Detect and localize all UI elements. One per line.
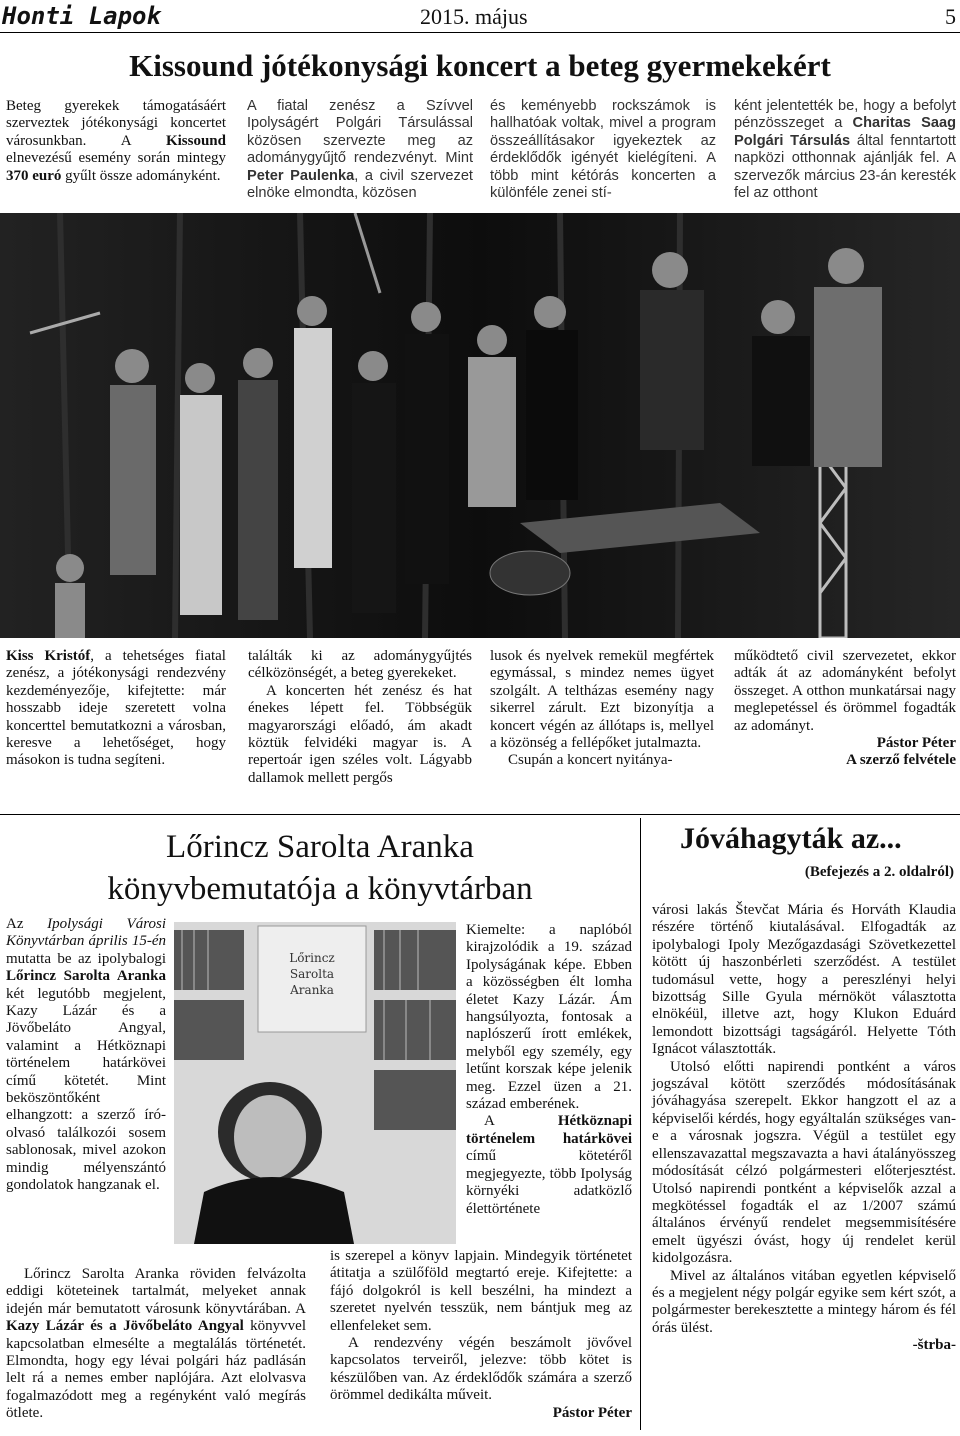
article2-title-line2: könyvbemutatója a könyvtárban [107, 871, 533, 907]
article1-col4-bottom [734, 648, 956, 770]
article1-col2-bottom-p2: A koncerten hét zenész és hat énekes lépett fel. Többségük magyarországi előadó, ám akadt köztük felvidéki magyar is. A repertoár igen széles volt. Lágyabb dallamok mellett pergős [248, 682, 472, 786]
article2-col-mid-bottom-p1: is szerepel a könyv lapjain. Mindegyik történetet átitatja a szülőföld megtartó ereje. Kifejtette: a fájó dolgokról is kell beszélni, ha mindezt a szeretet nyelvén tesszük, nem bántjuk meg az ellenfeleket sem. [330, 1248, 632, 1334]
book-cover-line2: Sarolta [289, 967, 335, 981]
header-rule [0, 32, 960, 33]
article2-title [60, 826, 580, 910]
article2-col-left-p2-text: Lőrincz Sarolta Aranka röviden felvázolta eddigi köteteinek tartalmát, melyeket annak idején már bemutatott városunk könyvtárában. A Kazy Lázár és a Jövőbeláto Angyal könyvvel kapcsolatban elmesélte a megtalálás történetét. Elmondta, hogy egy lévai polgári ház padlásán lelt rá a nemes ember naplójára. Azt elolvasva fogalmazódott meg a regényként való megírás ötlete. [6, 1266, 306, 1422]
article1-col1-bottom: Kiss Kristóf, a tehetséges fiatal zenész, a jótékonysági rendezvény kezdeményezője, kifejtette: már hosszabb ideje szeretett volna koncerttel bemutatkozni a városban, keresve a lehetőséget, hogy másokon is tudna segíteni. [6, 648, 226, 769]
concert-photo [0, 213, 960, 638]
article2-col-mid-bottom [330, 1248, 632, 1422]
article2-col-mid-p3: A rendezvény végén beszámolt jövővel kapcsolatos terveiről, jelezve: több kötet is készülőben van. Az érdeklődők számára a szerző örömmel dedikálta műveit. [330, 1335, 632, 1404]
article2-author: Pástor Péter [552, 1404, 632, 1421]
article1-col2-top: A fiatal zenész a Szívvel Ipolyságért Polgári Társulással közösen szervezte meg az adománygyűjtő rendezvényt. Mint Peter Paulenka, a civil szervezet elnöke elmondta, közösen [247, 98, 473, 202]
page-header [0, 0, 960, 32]
article2-col-mid-top [466, 922, 632, 1218]
article3-p3: Mivel az általános vitában egyetlen képviselő és a megjelent négy polgár egyike sem kért szót, a polgármester berekesztette a mintegy három és fél órás ülést. [652, 1267, 956, 1336]
article3-continuation: (Befejezés a 2. oldalról) [804, 864, 954, 880]
article1-author: Pástor Péter [876, 735, 956, 752]
concert-photo-graphic [0, 213, 960, 638]
article1-col3-top: és keményebb rockszámok is hallhatóak voltak, mivel a program összeállításakor igyekeztek az érdeklődők igényét kielégíteni. A több mint kétórás koncerten a különféle zenei stí- [490, 98, 716, 202]
article1-title: Kissound jótékonysági koncert a beteg gyermekekért [129, 48, 831, 83]
article2-col-mid-top-p1: Kiemelte: a naplóból kirajzolódik a 19. század Ipolyságának képe. Ebben a közösségben élt lomha életet Kazy Lázár. Ám hangsúlyozta, fontosak a naplószerű írott emlékek, melyből egy személy, egy letűnt korszak képe jelenik meg. Ezzel üzen a 21. század emberének. [466, 922, 632, 1113]
section-rule [0, 814, 960, 815]
article3-body [652, 902, 956, 1355]
book-cover-line3: Aranka [290, 983, 334, 997]
book-cover-line1: Lőrincz [289, 951, 335, 965]
article2-col-left-p2 [6, 1266, 306, 1423]
article3-p2: Utolsó előtti napirendi pontként a város jogszával kötött szerződés módosításának jóváhagyása szerepelt. Ekkor hangzott el az a képviselői kérdés, hogy egyáltalán szükséges van-e a városnak jogszra. Végül a testület egy ellenszavazattal megszavazta a havi átalányösszeg módosítását célzó polgármesteri előterjesztést. Utolsó napirendi pontként a képviselők azzal a megkötéssel fogadták el az 1/2007 számú általános érvényű rendelet megsemmisítésére emelt ügyészi óvást, hogy új rendelet kerül kidolgozásra. [652, 1058, 956, 1267]
article1-col4-bottom-p1: működtető civil szervezetet, ekkor adták át az adományként befolyt összeget. A otthon munkatársai nagy meglepetéssel és örömmel fogadták az adományt. [734, 648, 956, 734]
page-number: 5 [945, 4, 956, 29]
article2-title-line1: Lőrincz Sarolta Aranka [166, 829, 474, 865]
article2-col-mid-p2: A Hétköznapi történelem határkövei című kötetéről megjegyezte, több Ipolyság környéki adatközlő élettörténete [466, 1113, 632, 1217]
article3-title: Jóváhagyták az... [680, 822, 902, 855]
article3-p1: városi lakás Števčat Mária és Horváth Klaudia részére történő kiutalásával. Elfogadták az ipolybalogi Ipoly Mezőgazdasági Szövetkezettel kötött új haszonbérleti szerződést. A testület tudomásul vette, hogy a pereszlényi helyi bizottság Sille Gyula mérnököt választotta elnökéül, illetve azt, hogy Klukon Eduárd lemondott bizottsági tagságáról. Helyette Tóth Ignácot választották. [652, 902, 956, 1058]
article1-col2-bottom [248, 648, 472, 787]
article1-col4-top: ként jelentették be, hogy a befolyt pénzösszeget a Charitas Saag Polgári Társulás által fenntartott napközi otthonnak ajánlják fel. A szervezők március 23-án keresték fel az otthont [734, 98, 956, 202]
column-rule [640, 818, 641, 1430]
article1-col1-top: Beteg gyerekek támogatásáért szerveztek jótékonysági koncertet városunkban. A Kissound elnevezésű esemény során mintegy 370 euró gyűlt össze adományként. [6, 98, 226, 184]
article1-col2-bottom-p1: találták ki az adománygyűjtés célközönségét, a beteg gyerekeket. [248, 648, 472, 682]
article2-col-left: Az Ipolysági Városi Könyvtárban április 15-én mutatta be az ipolybalogi Lőrincz Sarolta Aranka két legutóbb megjelent, Kazy Lázár és a Jövőbeláto Angyal, valamint a Hétköznapi történelem határkövei című kötetét. Mint beköszöntőként elhangzott: a szerző író-olvasó találkozói sosem sablonosak, mivel azokon mindig mélyenszántó gondolatok hangzanak el. [6, 916, 166, 1194]
article1-photo-credit: A szerző felvétele [846, 752, 956, 769]
article1-col3-bottom-p1: lusok és nyelvek remekül megfértek egymással, s mindez nemes ügyet szolgált. A teltházas esemény nagy sikerrel zárult. Ezt bizonyítja a koncert végén az állótaps is, mellyel a közönség a fellépőket jutalmazta. [490, 648, 714, 752]
book-presentation-graphic [174, 922, 456, 1244]
article1-col3-bottom [490, 648, 714, 770]
article3-author: -štrba- [912, 1337, 956, 1354]
article1-col3-bottom-p2: Csupán a koncert nyitánya- [508, 752, 673, 769]
masthead: Honti Lapok [2, 2, 161, 30]
book-presentation-photo [174, 922, 456, 1244]
issue-date: 2015. május [420, 4, 528, 29]
